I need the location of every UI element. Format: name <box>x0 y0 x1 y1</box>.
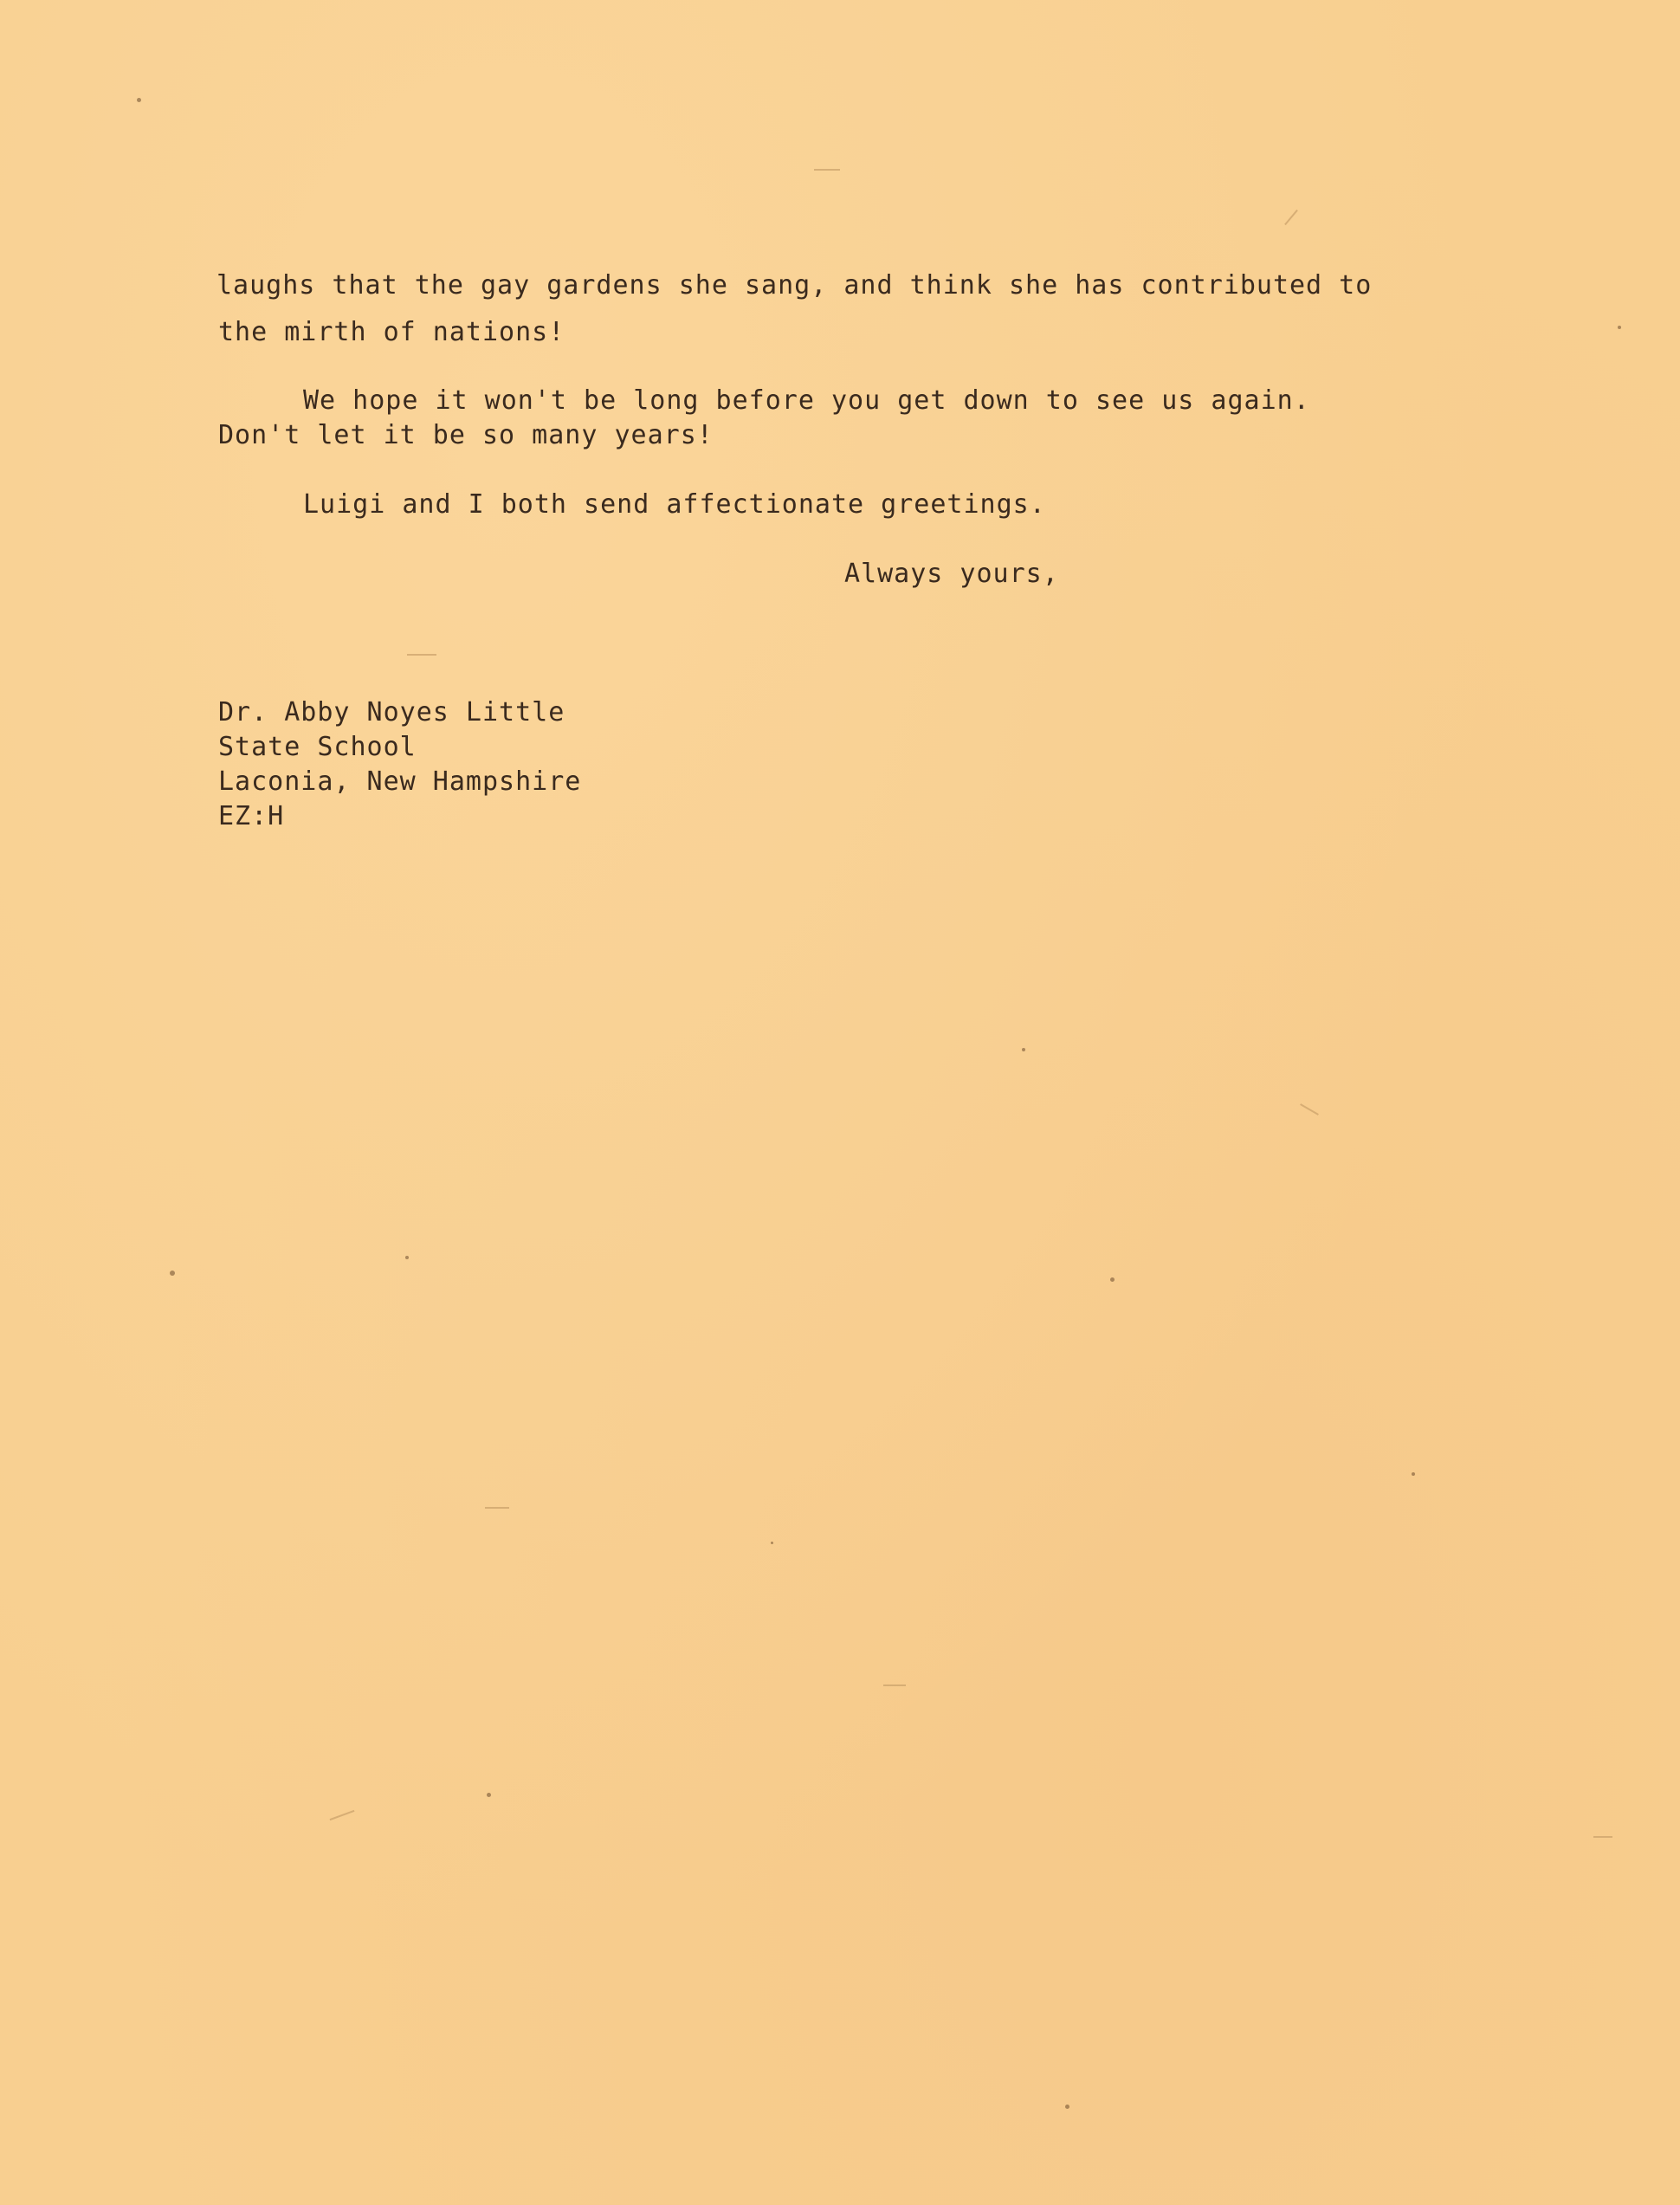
paper-fiber <box>407 654 436 656</box>
paper-fiber <box>883 1684 906 1686</box>
paper-fiber <box>1284 210 1298 225</box>
cutoff-text-line <box>216 270 1429 303</box>
paper-speck <box>1110 1277 1115 1282</box>
body-paragraph-visit-line1: We hope it won't be long before you get down to see us again. <box>303 385 1310 416</box>
body-paragraph-visit-line2: Don't let it be so many years! <box>218 420 714 450</box>
paper-speck <box>137 98 141 102</box>
recipient-address-line2: Laconia, New Hampshire <box>218 766 582 797</box>
body-line-mirth: the mirth of nations! <box>218 317 565 347</box>
paper-speck <box>170 1271 175 1276</box>
typist-initials: EZ:H <box>218 801 285 831</box>
paper-speck <box>1618 326 1621 329</box>
recipient-address-line1: State School <box>218 732 417 762</box>
paper-fiber <box>485 1507 509 1509</box>
paper-speck <box>771 1542 773 1544</box>
paper-speck <box>487 1793 491 1797</box>
paper-speck <box>1022 1048 1025 1051</box>
paper-speck <box>1065 2105 1069 2109</box>
cutoff-line-text: laughs that the gay gardens she sang, and think she has contributed to <box>216 270 1373 301</box>
paper-speck <box>405 1256 409 1259</box>
paper-fiber <box>330 1810 355 1820</box>
paper-fiber <box>814 169 840 171</box>
paper-speck <box>1412 1472 1415 1476</box>
paper-fiber <box>1593 1836 1612 1838</box>
recipient-name: Dr. Abby Noyes Little <box>218 697 565 727</box>
body-paragraph-greetings: Luigi and I both send affectionate greetings. <box>303 489 1046 520</box>
paper-fiber <box>1300 1103 1319 1115</box>
closing-salutation: Always yours, <box>844 559 1059 589</box>
